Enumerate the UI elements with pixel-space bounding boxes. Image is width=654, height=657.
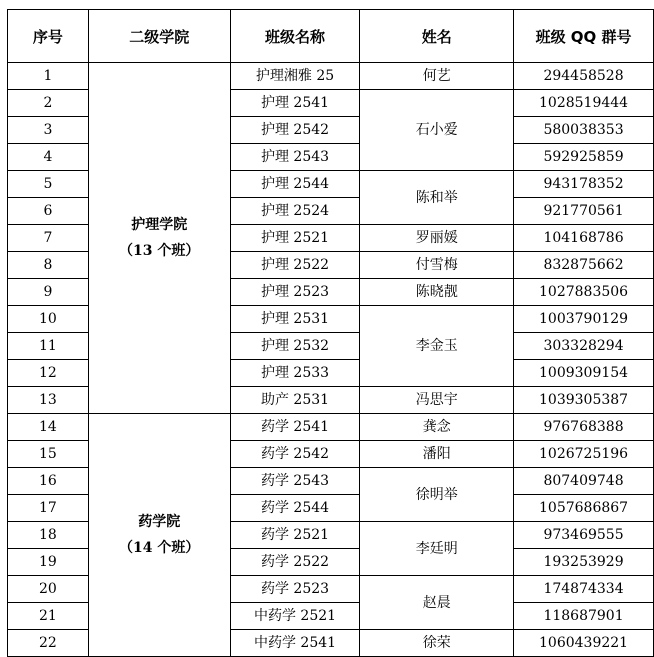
header-person-name: 姓名 (360, 10, 514, 63)
row-qq-group: 832875662 (514, 252, 654, 279)
header-seq: 序号 (8, 10, 89, 63)
college-name: 护理学院 (131, 217, 188, 233)
row-qq-group: 973469555 (514, 522, 654, 549)
row-seq: 21 (8, 603, 89, 630)
row-seq: 1 (8, 63, 89, 90)
row-seq: 7 (8, 225, 89, 252)
row-person-name: 龚念 (360, 414, 514, 441)
row-seq: 20 (8, 576, 89, 603)
row-qq-group: 1003790129 (514, 306, 654, 333)
header-class-name: 班级名称 (230, 10, 360, 63)
header-college: 二级学院 (88, 10, 230, 63)
row-qq-group: 592925859 (514, 144, 654, 171)
row-person-name: 付雪梅 (360, 252, 514, 279)
row-class-name: 中药学 2541 (230, 630, 360, 657)
row-qq-group: 104168786 (514, 225, 654, 252)
row-qq-group: 1026725196 (514, 441, 654, 468)
row-class-name: 护理 2543 (230, 144, 360, 171)
row-class-name: 护理 2533 (230, 360, 360, 387)
row-seq: 3 (8, 117, 89, 144)
row-seq: 19 (8, 549, 89, 576)
row-class-name: 护理 2524 (230, 198, 360, 225)
row-class-name: 护理 2522 (230, 252, 360, 279)
row-class-name: 护理 2542 (230, 117, 360, 144)
row-class-name: 药学 2541 (230, 414, 360, 441)
row-person-name: 陈和举 (360, 171, 514, 225)
row-seq: 22 (8, 630, 89, 657)
row-person-name: 石小爱 (360, 90, 514, 171)
row-qq-group: 1060439221 (514, 630, 654, 657)
row-seq: 18 (8, 522, 89, 549)
row-qq-group: 1028519444 (514, 90, 654, 117)
row-class-name: 护理 2523 (230, 279, 360, 306)
row-class-name: 护理 2541 (230, 90, 360, 117)
row-qq-group: 976768388 (514, 414, 654, 441)
row-seq: 17 (8, 495, 89, 522)
table-row (8, 414, 654, 441)
row-seq: 14 (8, 414, 89, 441)
row-qq-group: 118687901 (514, 603, 654, 630)
row-seq: 5 (8, 171, 89, 198)
row-class-name: 护理湘雅 25 (230, 63, 360, 90)
table-row (8, 63, 654, 90)
row-qq-group: 1039305387 (514, 387, 654, 414)
row-seq: 13 (8, 387, 89, 414)
row-class-name: 药学 2543 (230, 468, 360, 495)
row-seq: 15 (8, 441, 89, 468)
college-cell (88, 414, 230, 657)
row-class-name: 中药学 2521 (230, 603, 360, 630)
row-class-name: 药学 2523 (230, 576, 360, 603)
row-seq: 9 (8, 279, 89, 306)
row-class-name: 药学 2521 (230, 522, 360, 549)
college-name: 药学院 (138, 514, 181, 530)
row-seq: 2 (8, 90, 89, 117)
row-qq-group: 174874334 (514, 576, 654, 603)
row-qq-group: 193253929 (514, 549, 654, 576)
row-qq-group: 580038353 (514, 117, 654, 144)
header-row (8, 10, 654, 63)
college-class-count: （14 个班） (119, 540, 200, 556)
row-seq: 8 (8, 252, 89, 279)
row-qq-group: 807409748 (514, 468, 654, 495)
row-qq-group: 1009309154 (514, 360, 654, 387)
row-person-name: 赵晨 (360, 576, 514, 630)
row-seq: 10 (8, 306, 89, 333)
row-qq-group: 1027883506 (514, 279, 654, 306)
row-seq: 16 (8, 468, 89, 495)
row-person-name: 李廷明 (360, 522, 514, 576)
row-qq-group: 921770561 (514, 198, 654, 225)
row-person-name: 李金玉 (360, 306, 514, 387)
row-class-name: 护理 2531 (230, 306, 360, 333)
header-qq-group: 班级 QQ 群号 (514, 10, 654, 63)
row-seq: 4 (8, 144, 89, 171)
row-seq: 11 (8, 333, 89, 360)
row-qq-group: 1057686867 (514, 495, 654, 522)
row-class-name: 药学 2542 (230, 441, 360, 468)
row-person-name: 罗丽媛 (360, 225, 514, 252)
row-seq: 6 (8, 198, 89, 225)
row-class-name: 药学 2544 (230, 495, 360, 522)
row-class-name: 护理 2532 (230, 333, 360, 360)
row-seq: 12 (8, 360, 89, 387)
row-person-name: 冯思宇 (360, 387, 514, 414)
row-person-name: 陈晓靓 (360, 279, 514, 306)
row-qq-group: 943178352 (514, 171, 654, 198)
row-class-name: 药学 2522 (230, 549, 360, 576)
row-class-name: 护理 2521 (230, 225, 360, 252)
row-class-name: 助产 2531 (230, 387, 360, 414)
row-person-name: 徐明举 (360, 468, 514, 522)
class-qq-table (7, 9, 654, 657)
row-person-name: 潘阳 (360, 441, 514, 468)
row-qq-group: 303328294 (514, 333, 654, 360)
row-qq-group: 294458528 (514, 63, 654, 90)
row-person-name: 何艺 (360, 63, 514, 90)
table-body (8, 63, 654, 657)
college-class-count: （13 个班） (119, 243, 200, 259)
college-cell (88, 63, 230, 414)
row-person-name: 徐荣 (360, 630, 514, 657)
row-class-name: 护理 2544 (230, 171, 360, 198)
